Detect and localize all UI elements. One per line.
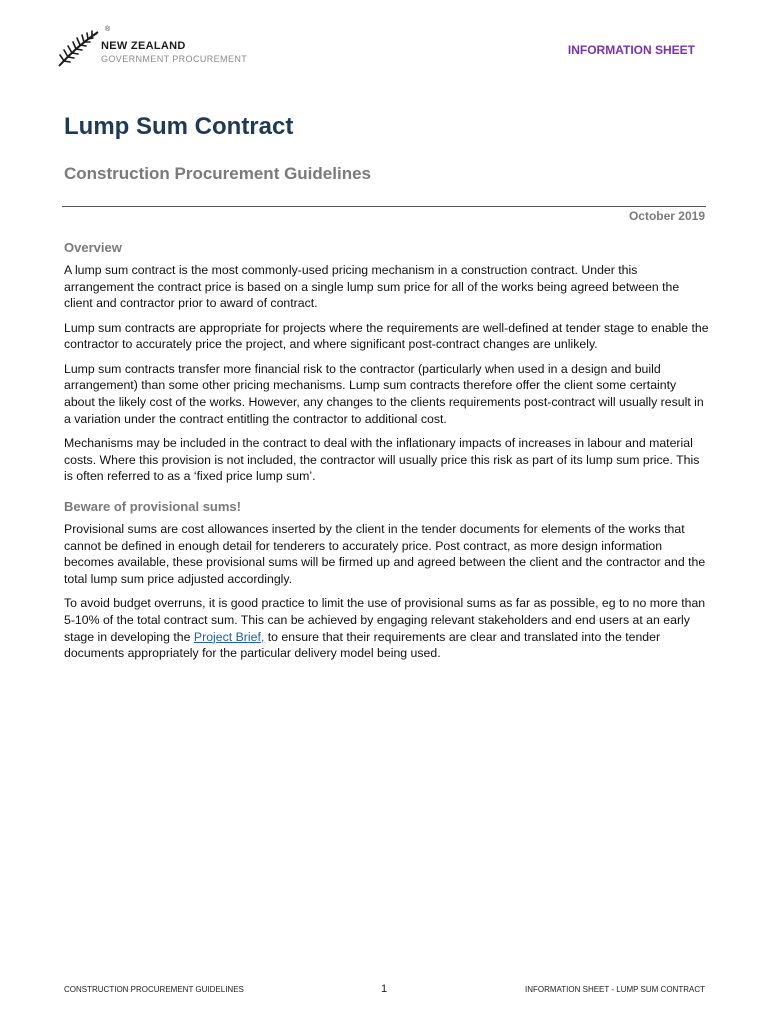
- logo-text-new-zealand: NEW ZEALAND: [101, 40, 186, 52]
- provisional-sums-paragraph: [64, 595, 709, 662]
- publication-date: October 2019: [628, 209, 705, 223]
- overview-paragraph: Lump sum contracts transfer more financial risk to the contractor (particularly when used in a design and build arrangement) than some other pricing mechanisms. Lump sum contracts therefore offer the client some certainty about the likely cost of the works. However, any changes to the clients requirements post-contract will usually result in a variation under the contract entitling the contractor to additional cost.: [64, 361, 704, 426]
- logo-text-government-procurement: GOVERNMENT PROCUREMENT: [101, 54, 248, 64]
- page-subtitle: Construction Procurement Guidelines: [64, 164, 371, 183]
- document-type-label: INFORMATION SHEET: [567, 43, 695, 57]
- document-body: [64, 240, 709, 670]
- silver-fern-icon: [56, 28, 100, 68]
- page-number: 1: [381, 983, 388, 995]
- paragraph-text: to ensure that their requirements are clear and translated into the tender documents appropriately for the particular delivery model being used.: [64, 629, 661, 661]
- nz-government-procurement-logo: [56, 28, 256, 68]
- overview-paragraph: A lump sum contract is the most commonly-used pricing mechanism in a construction contract. Under this arrangement the contract price is based on a single lump sum price for all of the works being agreed between the client and contractor prior to award of contract.: [64, 263, 680, 311]
- registered-mark: ®: [105, 26, 111, 33]
- footer-right-text: INFORMATION SHEET - LUMP SUM CONTRACT: [524, 985, 705, 994]
- provisional-sums-heading: Beware of provisional sums!: [64, 498, 241, 514]
- page-title: Lump Sum Contract: [64, 113, 294, 140]
- overview-paragraph: Lump sum contracts are appropriate for projects where the requirements are well-defined at tender stage to enable the contractor to accurately price the project, and where significant post-contract changes are unlikely.: [64, 320, 709, 352]
- paragraph-text: To avoid budget overruns, it is good practice to limit the use of provisional sums as far as possible, eg to no more than 5-10% of the total contract sum. This can be achieved by engaging relevant stakeholders and end users at an early stage in developing the: [64, 596, 706, 644]
- provisional-sums-paragraph: Provisional sums are cost allowances inserted by the client in the tender documents for elements of the works that cannot be defined in enough detail for tenderers to accurately price. Post contract, as more design information becomes available, these provisional sums will be firmed up and agreed between the client and the contractor and the total lump sum price adjusted accordingly.: [64, 521, 706, 587]
- overview-heading: Overview: [64, 240, 122, 255]
- footer-left-text: CONSTRUCTION PROCUREMENT GUIDELINES: [64, 985, 244, 994]
- title-divider: [62, 206, 706, 207]
- overview-paragraph: Mechanisms may be included in the contract to deal with the inflationary impacts of increases in labour and material costs. Where this provision is not included, the contractor will usually price this risk as part of its lump sum price. This is often referred to as a ‘fixed price lump sum’.: [64, 435, 700, 484]
- project-brief-link[interactable]: Project Brief,: [193, 629, 265, 644]
